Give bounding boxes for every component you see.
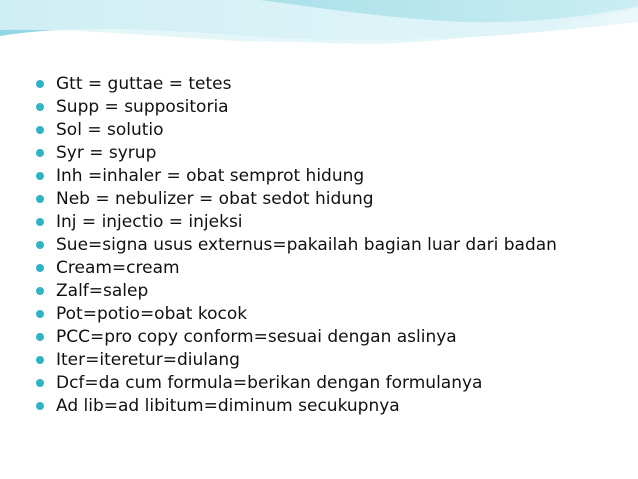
list-item	[36, 394, 557, 417]
list-item	[36, 187, 557, 210]
bullet-dot-icon	[36, 333, 44, 341]
bullet-dot-icon	[36, 402, 44, 410]
bullet-dot-icon	[36, 287, 44, 295]
list-item-label: Gtt = guttae = tetes	[56, 73, 232, 94]
list-item	[36, 302, 557, 325]
list-item	[36, 256, 557, 279]
list-item-label: Zalf=salep	[56, 280, 149, 301]
list-item-label: Inj = injectio = injeksi	[56, 211, 243, 232]
header-wave-decoration	[0, 0, 638, 80]
bullet-dot-icon	[36, 218, 44, 226]
bullet-dot-icon	[36, 264, 44, 272]
list-item	[36, 72, 557, 95]
list-item-label: Cream=cream	[56, 257, 180, 278]
list-item-label: Supp = suppositoria	[56, 96, 229, 117]
bullet-dot-icon	[36, 195, 44, 203]
bullet-dot-icon	[36, 379, 44, 387]
list-item	[36, 325, 557, 348]
bullet-dot-icon	[36, 103, 44, 111]
list-item-label: Neb = nebulizer = obat sedot hidung	[56, 188, 374, 209]
list-item-label: Ad lib=ad libitum=diminum secukupnya	[56, 395, 400, 416]
list-item	[36, 164, 557, 187]
list-item-label: Sol = solutio	[56, 119, 164, 140]
list-item-label: Sue=signa usus externus=pakailah bagian luar dari badan	[56, 234, 557, 255]
list-item-label: PCC=pro copy conform=sesuai dengan aslinya	[56, 326, 457, 347]
bullet-dot-icon	[36, 356, 44, 364]
bullet-list	[36, 72, 557, 417]
bullet-dot-icon	[36, 241, 44, 249]
list-item-label: Iter=iteretur=diulang	[56, 349, 240, 370]
bullet-dot-icon	[36, 149, 44, 157]
list-item-label: Syr = syrup	[56, 142, 157, 163]
list-item	[36, 95, 557, 118]
list-item	[36, 348, 557, 371]
list-item	[36, 210, 557, 233]
list-item	[36, 141, 557, 164]
list-item-label: Pot=potio=obat kocok	[56, 303, 248, 324]
list-item	[36, 233, 557, 256]
bullet-dot-icon	[36, 126, 44, 134]
list-item-label: Inh =inhaler = obat semprot hidung	[56, 165, 365, 186]
bullet-dot-icon	[36, 80, 44, 88]
list-item	[36, 371, 557, 394]
list-item	[36, 279, 557, 302]
list-item-label: Dcf=da cum formula=berikan dengan formulanya	[56, 372, 483, 393]
list-item	[36, 118, 557, 141]
bullet-dot-icon	[36, 310, 44, 318]
bullet-dot-icon	[36, 172, 44, 180]
